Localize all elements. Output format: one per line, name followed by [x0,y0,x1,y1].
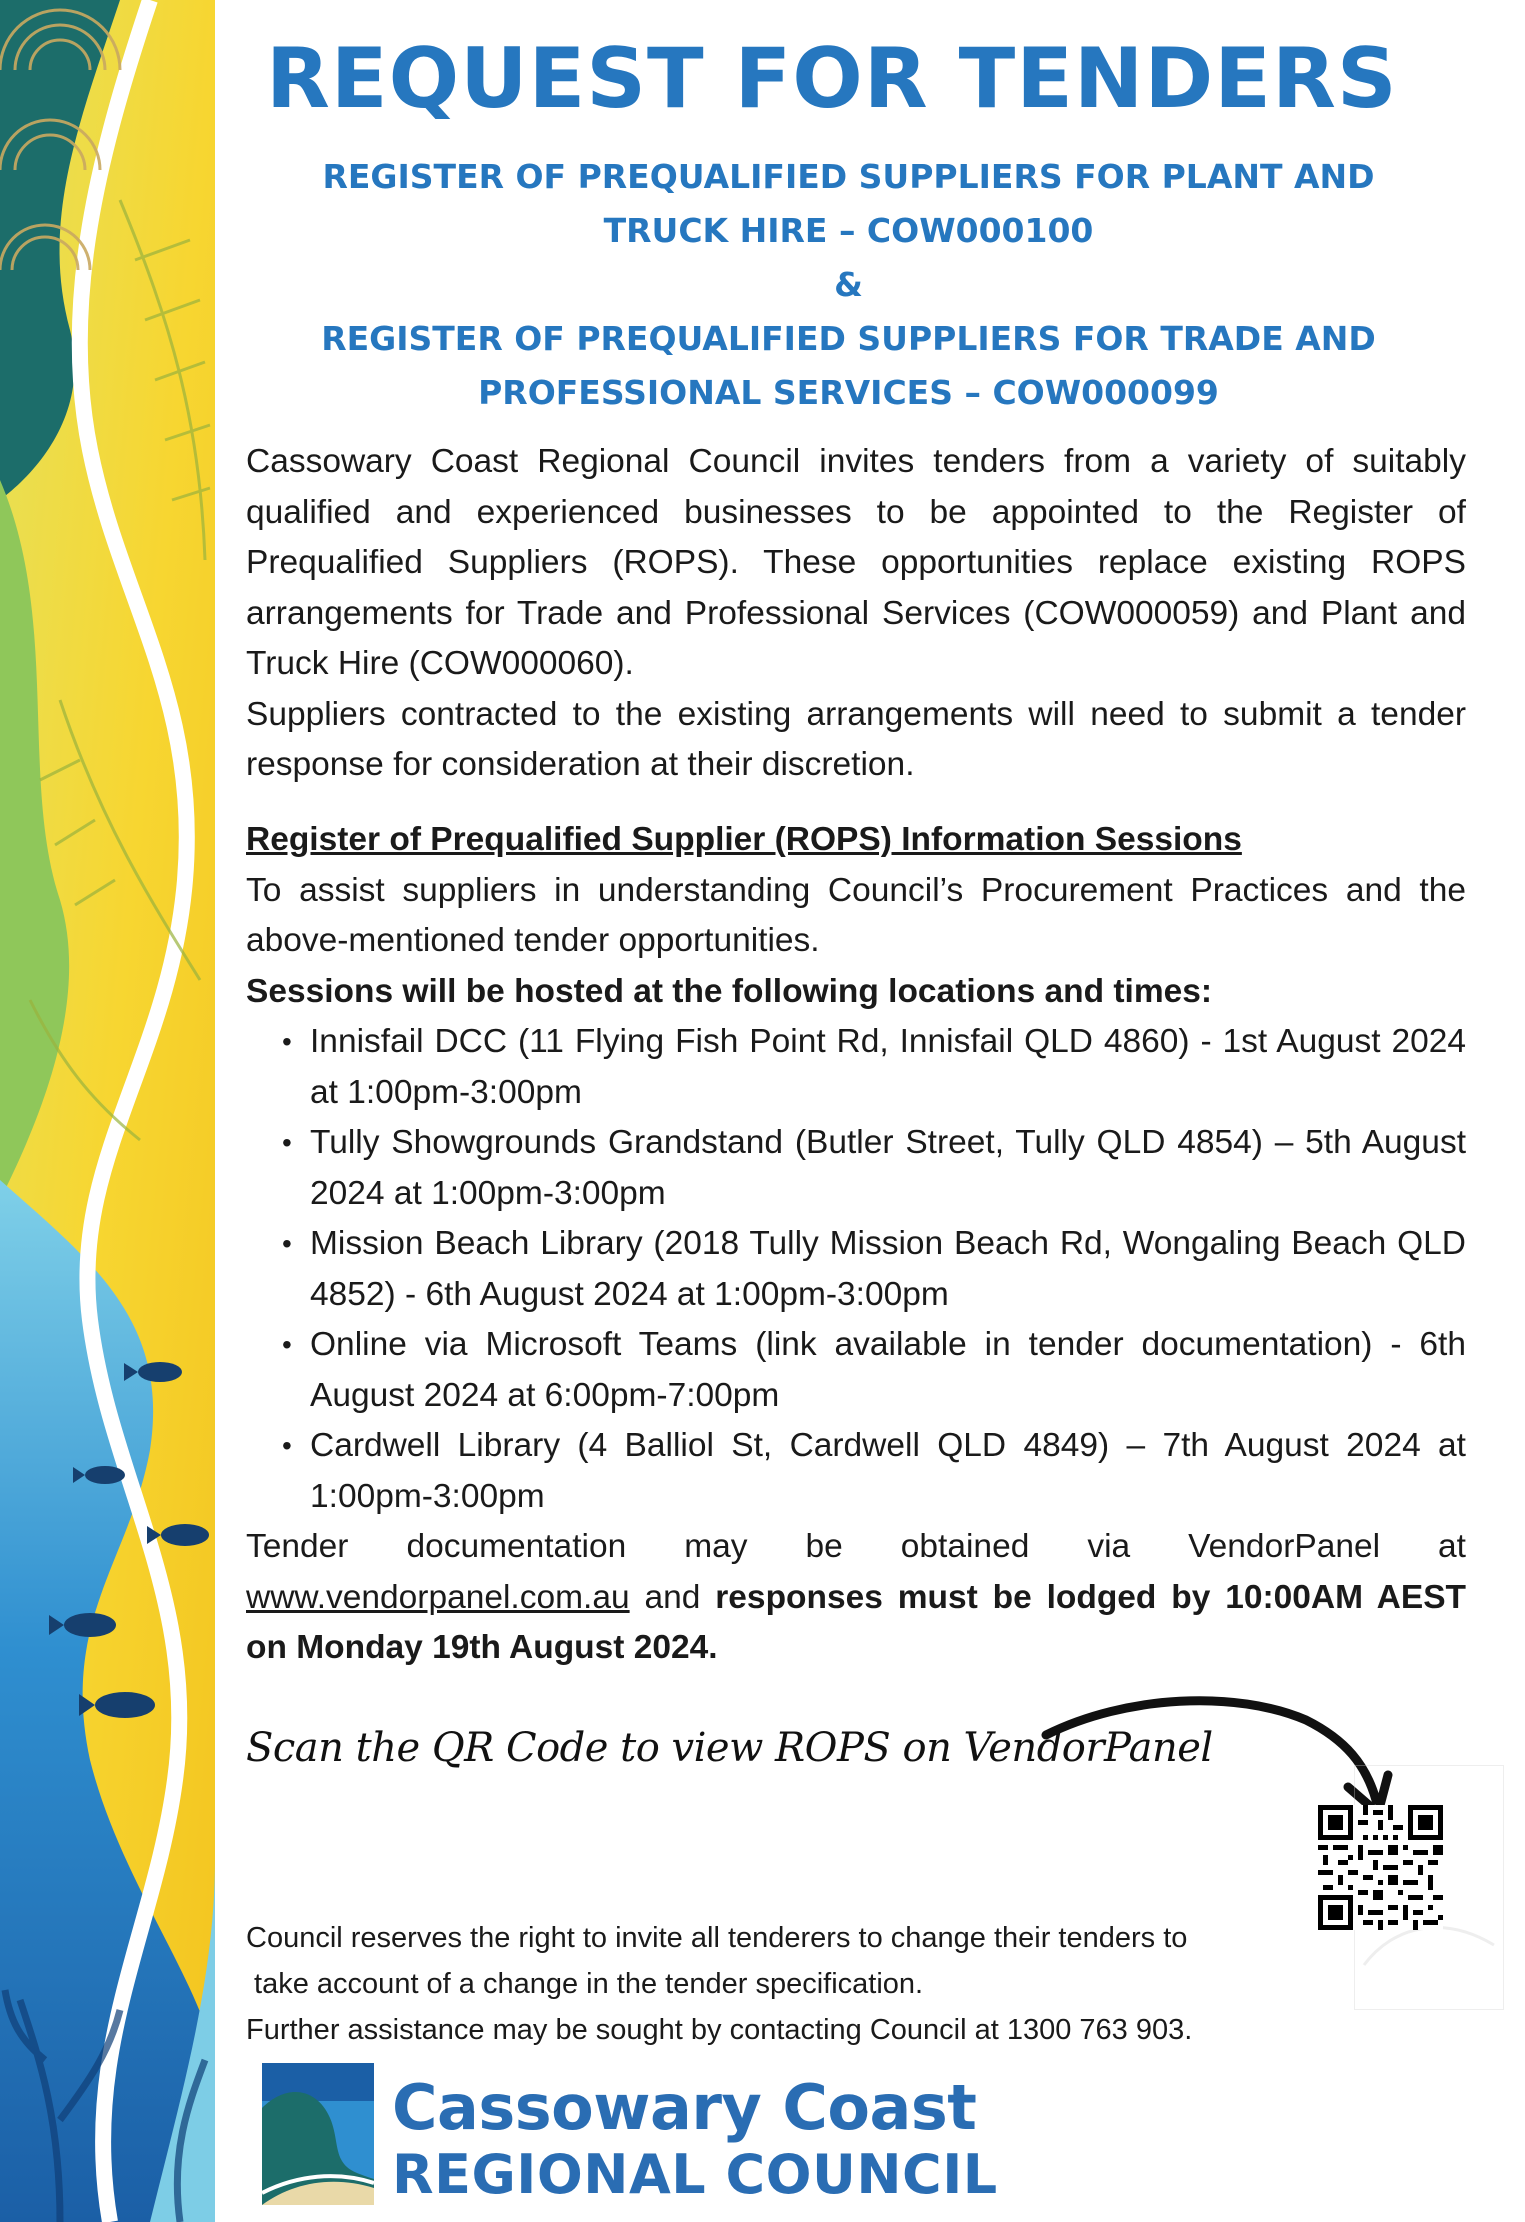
sessions-lead: Sessions will be hosted at the following locations and times: [246,972,1213,1010]
session-item: • Innisfail DCC (11 Flying Fish Point Rd, Innisfail QLD 4860) - 1st August 2024 at 1:00pm-3:00pm [310,1017,1466,1118]
session-item: • Online via Microsoft Teams (link available in tender documentation) - 6th August 2024 at 6:00pm-7:00pm [310,1320,1466,1421]
subtitle-line: REGISTER OF PREQUALIFIED SUPPLIERS FOR TRADE AND [321,319,1376,358]
sessions-heading: Register of Prequalified Supplier (ROPS) Information Sessions [246,821,1242,858]
qr-code-icon[interactable] [1318,1805,1443,1930]
intro-paragraph: Cassowary Coast Regional Council invites tenders from a variety of suitably qualified and experienced businesses to be appointed to the Register of Prequalified Suppliers (ROPS). These opportunities replace existing ROPS arrangements for Trade and Professional Services (COW000059) and Plant and Truck Hire (COW000060). [246,443,1466,682]
qr-instruction: Scan the QR Code to view ROPS on VendorPanel [246,1725,1213,1771]
session-item: • Mission Beach Library (2018 Tully Mission Beach Rd, Wongaling Beach QLD 4852) - 6th August 2024 at 1:00pm-3:00pm [310,1219,1466,1320]
deadline-text: responses must be lodged by 10:00AM AEST on Monday 19th August 2024. [246,1578,1466,1666]
sessions-list [246,1017,1466,1522]
subtitle-line: PROFESSIONAL SERVICES – COW000099 [478,373,1219,412]
decorative-side-artwork [0,0,215,2222]
logo-title: Cassowary Coast [392,2071,977,2144]
intro-paragraph: Suppliers contracted to the existing arrangements will need to submit a tender response for consideration at their discretion. [246,695,1466,783]
tender-subtitles [246,150,1451,420]
information-sessions [246,815,1466,1674]
logo-subtitle: REGIONAL COUNCIL [392,2143,998,2206]
subtitle-line: REGISTER OF PREQUALIFIED SUPPLIERS FOR PLANT AND [322,157,1375,196]
tender-documentation [246,1522,1466,1674]
page-title: REQUEST FOR TENDERS [266,30,1398,127]
council-logo [262,2063,998,2208]
subtitle-line: TRUCK HIRE – COW000100 [603,211,1094,250]
tender-doc-text: Tender documentation may be obtained via VendorPanel at [246,1528,1466,1565]
sessions-intro: To assist suppliers in understanding Council’s Procurement Practices and the above-mentioned tender opportunities. [246,871,1466,959]
subtitle-line: & [834,265,863,304]
session-item: • Cardwell Library (4 Balliol St, Cardwell QLD 4849) – 7th August 2024 at 1:00pm-3:00pm [310,1421,1466,1522]
vendorpanel-link[interactable]: www.vendorpanel.com.au [246,1578,630,1616]
footer-line: take account of a change in the tender specification. [246,1968,924,2000]
intro-text [246,437,1466,791]
footer-notes [246,1915,1326,2053]
session-item: • Tully Showgrounds Grandstand (Butler Street, Tully QLD 4854) – 5th August 2024 at 1:00pm-3:00pm [310,1118,1466,1219]
tender-doc-text: and [629,1578,716,1616]
footer-line: Council reserves the right to invite all tenderers to change their tenders to [246,1922,1188,1954]
coast-logo-icon [262,2063,374,2205]
footer-line: Further assistance may be sought by contacting Council at 1300 763 903. [246,2014,1193,2046]
